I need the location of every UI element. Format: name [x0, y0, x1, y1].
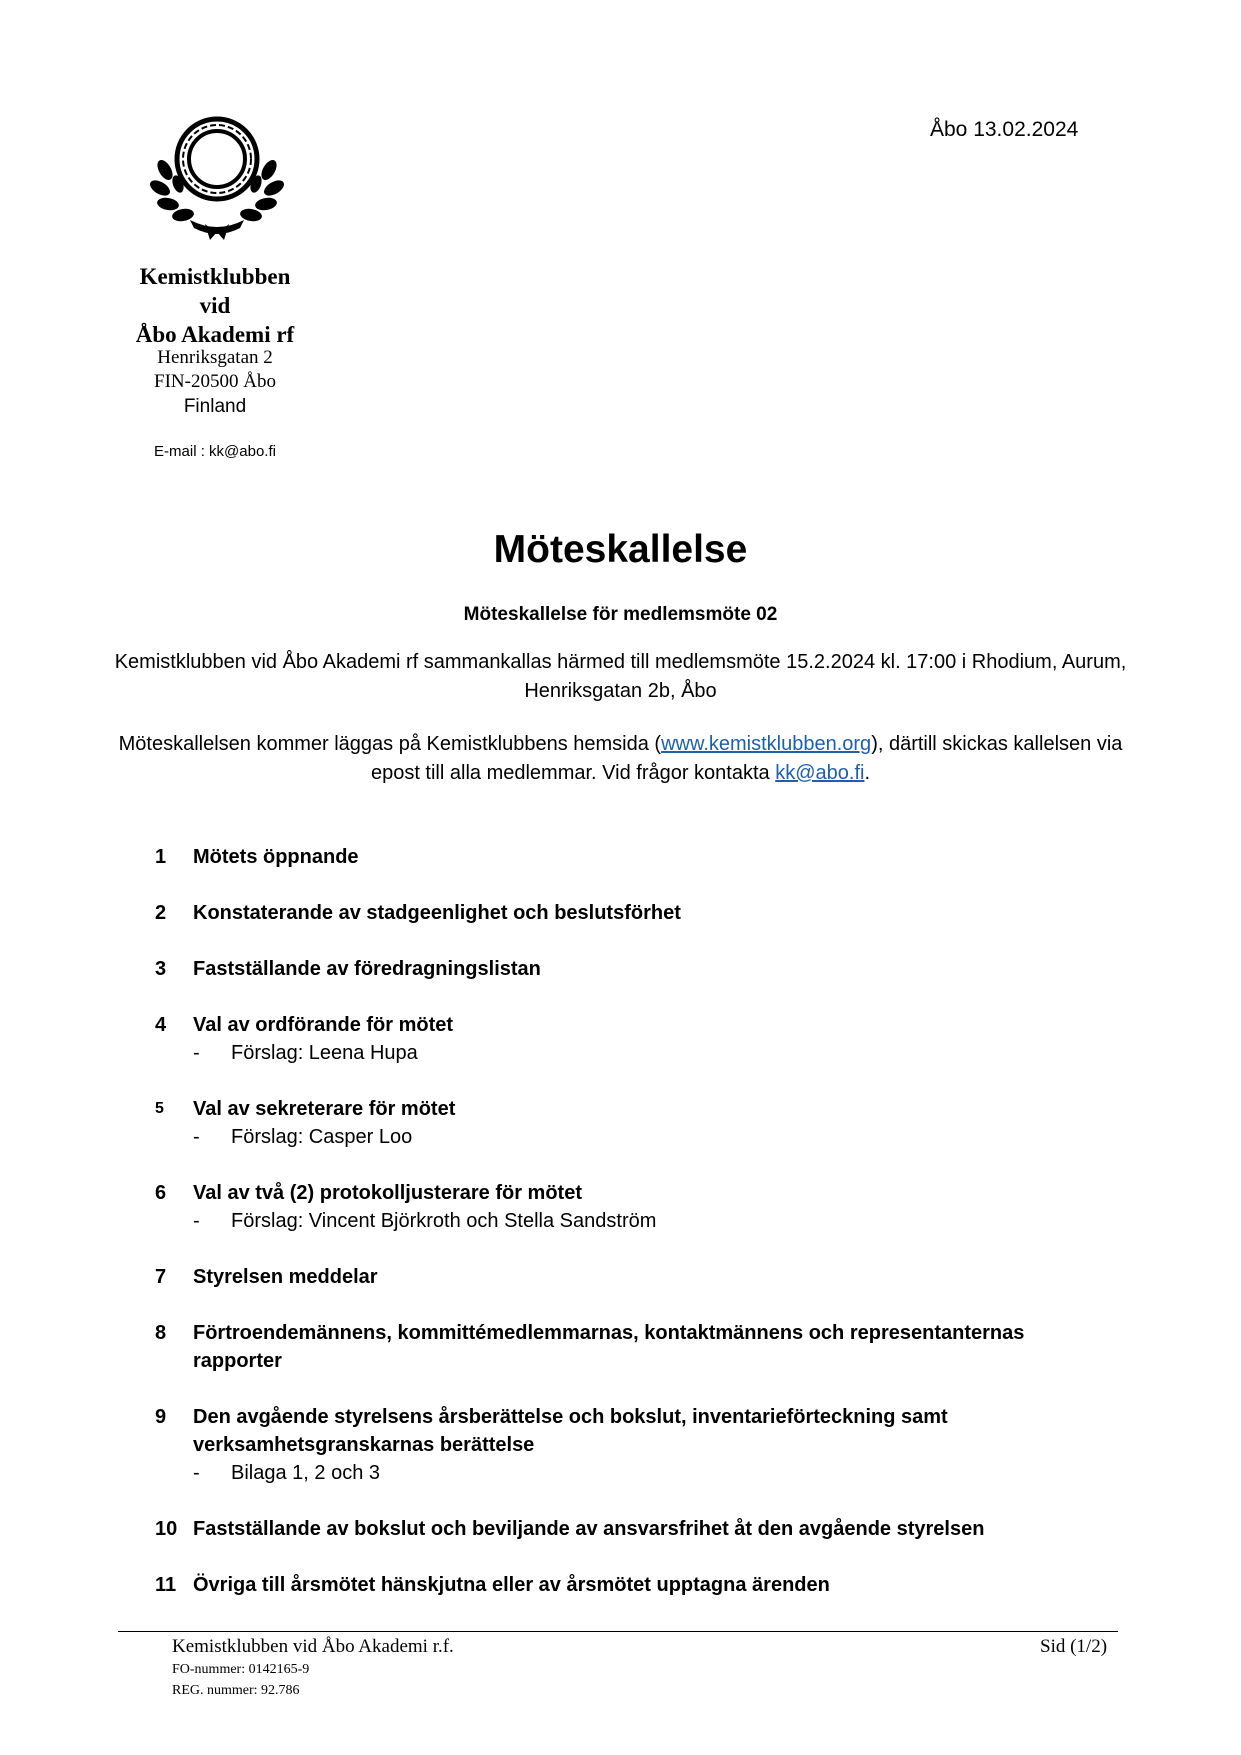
- document-title: Möteskallelse: [493, 528, 748, 571]
- organization-name-line1: Kemistklubben: [139, 264, 291, 289]
- agenda-item-proposal-text: Förslag: Casper Loo: [231, 1126, 413, 1148]
- agenda-item-proposal-text: Förslag: Leena Hupa: [231, 1042, 418, 1064]
- agenda-item-title: Val av två (2) protokolljusterare för mötet: [193, 1182, 582, 1204]
- organization-email: E-mail : kk@abo.fi: [154, 443, 276, 460]
- footer-divider: [118, 1631, 1118, 1632]
- agenda-item: [150, 955, 1110, 983]
- document-subtitle: Möteskallelse för medlemsmöte 02: [463, 604, 778, 625]
- agenda-item-title: Val av sekreterare för mötet: [193, 1098, 456, 1120]
- agenda-item-number: 1: [155, 846, 167, 868]
- agenda-item-title: Val av ordförande för mötet: [193, 1014, 454, 1036]
- organization-name-line3: Åbo Akademi rf: [135, 322, 295, 347]
- notice-text-3: .: [864, 762, 871, 784]
- agenda-item-proposal: - Bilaga 1, 2 och 3: [193, 1462, 380, 1484]
- organization-name: [90, 262, 340, 349]
- organization-city: FIN-20500 Åbo: [154, 371, 276, 392]
- agenda-item: [150, 1263, 1110, 1291]
- intro-paragraph: Kemistklubben vid Åbo Akademi rf sammankallas härmed till medlemsmöte 15.2.2024 kl. 17:00 i Rhodium, Aurum, Henriksgatan 2b, Åbo: [114, 651, 1127, 702]
- agenda-item: [150, 1095, 1110, 1151]
- agenda-item-number: 5: [155, 1100, 164, 1117]
- agenda-item-title: Fastställande av bokslut och beviljande av ansvarsfrihet åt den avgående styrelsen: [193, 1518, 985, 1540]
- agenda-item-number: 7: [155, 1266, 167, 1288]
- agenda-item-number: 8: [155, 1322, 167, 1344]
- agenda-item: [150, 1515, 1110, 1543]
- agenda-item-title: Styrelsen meddelar: [193, 1266, 378, 1288]
- agenda-item-number: 3: [155, 958, 167, 980]
- agenda-item-proposal-text: Förslag: Vincent Björkroth och Stella Sandström: [231, 1210, 657, 1232]
- notice-paragraph: [110, 730, 1131, 788]
- agenda-item: [150, 899, 1110, 927]
- agenda-list: [150, 843, 1110, 1627]
- agenda-item-title: Den avgående styrelsens årsberättelse och bokslut, inventarieförteckning samt verksamhetsgranskarnas berättelse: [193, 1406, 948, 1456]
- footer-page-number: Sid (1/2): [1040, 1636, 1108, 1657]
- agenda-item-proposal-text: Bilaga 1, 2 och 3: [231, 1462, 380, 1484]
- footer-reg-number: REG. nummer: 92.786: [172, 1683, 300, 1698]
- website-link[interactable]: www.kemistklubben.org: [661, 733, 872, 755]
- agenda-item-title: Konstaterande av stadgeenlighet och beslutsförhet: [193, 902, 681, 924]
- notice-text-1: Möteskallelsen kommer läggas på Kemistklubbens hemsida (: [118, 733, 662, 755]
- agenda-item: [150, 843, 1110, 871]
- organization-name-line2: vid: [199, 293, 231, 318]
- wreath-ring-emblem-icon: [150, 112, 285, 242]
- agenda-item-number: 10: [155, 1518, 178, 1540]
- agenda-item-proposal: - Förslag: Leena Hupa: [193, 1042, 418, 1064]
- agenda-item-number: 6: [155, 1182, 167, 1204]
- notice-text-2: ), därtill skickas kallelsen via epost till alla medlemmar. Vid frågor kontakta: [370, 733, 1123, 784]
- agenda-item: [150, 1179, 1110, 1235]
- agenda-item: [150, 1011, 1110, 1067]
- agenda-item: [150, 1319, 1110, 1375]
- email-link[interactable]: kk@abo.fi: [775, 762, 865, 784]
- agenda-item-proposal: - Förslag: Vincent Björkroth och Stella Sandström: [193, 1210, 657, 1232]
- agenda-item: [150, 1571, 1110, 1599]
- agenda-item-number: 9: [155, 1406, 167, 1428]
- agenda-item-number: 11: [155, 1574, 177, 1596]
- footer-organization: Kemistklubben vid Åbo Akademi r.f.: [172, 1636, 454, 1657]
- agenda-item-number: 2: [155, 902, 167, 924]
- document-date: Åbo 13.02.2024: [930, 118, 1079, 141]
- agenda-item: [150, 1403, 1110, 1487]
- agenda-item-number: 4: [155, 1014, 167, 1036]
- footer-fo-number: FO-nummer: 0142165-9: [172, 1662, 310, 1677]
- agenda-item-title: Mötets öppnande: [193, 846, 359, 868]
- organization-country: Finland: [183, 396, 247, 417]
- organization-street: Henriksgatan 2: [157, 347, 273, 368]
- agenda-item-title: Förtroendemännens, kommittémedlemmarnas, kontaktmännens och representanternas rapporter: [193, 1322, 1025, 1372]
- agenda-item-title: Fastställande av föredragningslistan: [193, 958, 541, 980]
- agenda-item-proposal: - Förslag: Casper Loo: [193, 1126, 413, 1148]
- agenda-item-title: Övriga till årsmötet hänskjutna eller av årsmötet upptagna ärenden: [193, 1574, 830, 1596]
